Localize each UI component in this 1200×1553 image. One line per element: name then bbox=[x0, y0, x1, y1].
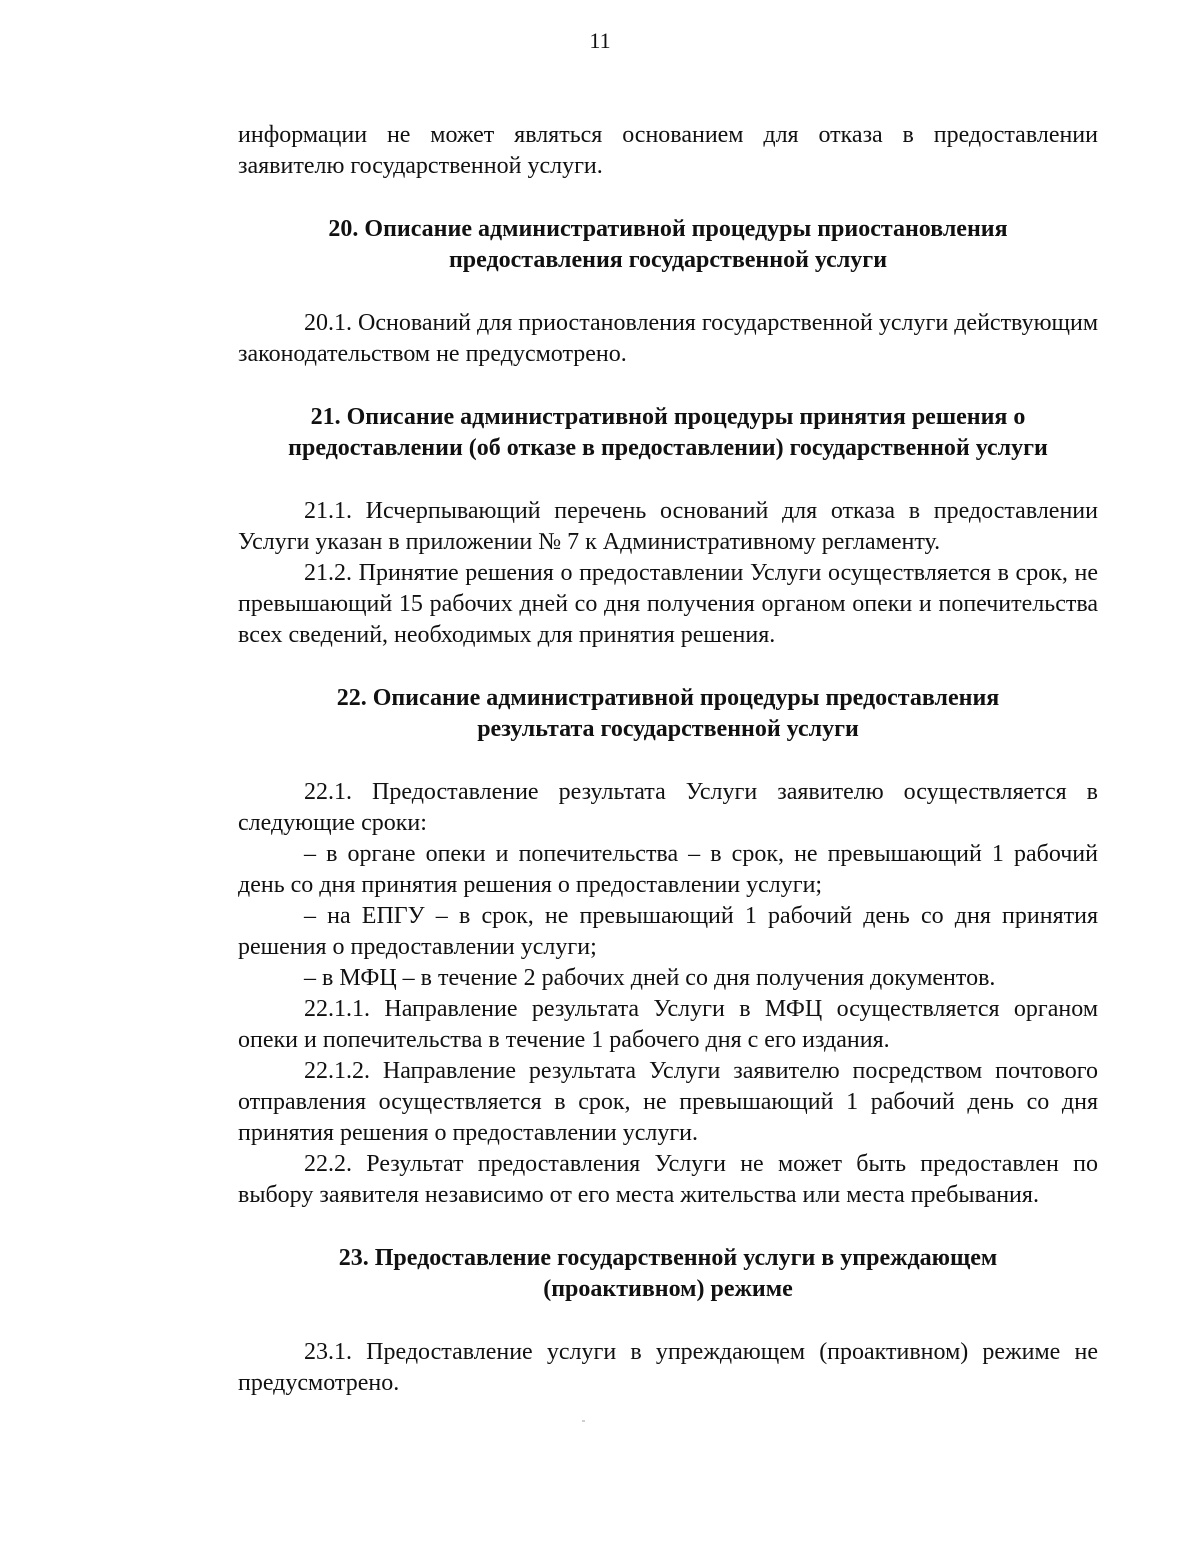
section-20-heading-line-2: предоставления государственной услуги bbox=[448, 247, 888, 273]
paragraph-22-1-1: 22.1.1. Направление результата Услуги в МФЦ осуществляется органом опеки и попечительства в течение 1 рабочего дня с его издания. bbox=[238, 996, 1098, 1053]
section-21-heading-line-1: 21. Описание административной процедуры принятия решения о bbox=[310, 404, 1026, 430]
section-21-heading bbox=[238, 402, 1098, 464]
paragraph-22-1-item-2: – на ЕПГУ – в срок, не превышающий 1 рабочий день со дня принятия решения о предоставлении услуги; bbox=[238, 903, 1098, 960]
section-23-heading-line-1: 23. Предоставление государственной услуги в упреждающем bbox=[338, 1245, 998, 1271]
intro-paragraph: информации не может являться основанием для отказа в предоставлении заявителю государственной услуги. bbox=[238, 122, 1098, 179]
section-22-heading-line-1: 22. Описание административной процедуры предоставления bbox=[336, 685, 1000, 711]
document-body bbox=[238, 120, 1098, 1399]
scan-speck bbox=[582, 1420, 585, 1422]
section-20-heading bbox=[238, 214, 1098, 276]
section-22-heading bbox=[238, 683, 1098, 745]
paragraph-21-2: 21.2. Принятие решения о предоставлении Услуги осуществляется в срок, не превышающий 15 рабочих дней со дня получения органом опеки и попечительства всех сведений, необходимых для принятия решения. bbox=[238, 560, 1098, 648]
section-20 bbox=[238, 214, 1098, 370]
section-22-heading-line-2: результата государственной услуги bbox=[477, 716, 859, 742]
section-23-heading-line-2: (проактивном) режиме bbox=[543, 1276, 793, 1302]
paragraph-23-1: 23.1. Предоставление услуги в упреждающем (проактивном) режиме не предусмотрено. bbox=[238, 1339, 1098, 1396]
section-20-heading-line-1: 20. Описание административной процедуры приостановления bbox=[328, 216, 1008, 242]
section-21-heading-line-2: предоставлении (об отказе в предоставлении) государственной услуги bbox=[288, 435, 1048, 461]
paragraph-22-1-item-3: – в МФЦ – в течение 2 рабочих дней со дня получения документов. bbox=[304, 965, 996, 991]
section-23-heading bbox=[238, 1243, 1098, 1305]
page-number: 11 bbox=[589, 28, 611, 53]
section-21 bbox=[238, 402, 1098, 651]
paragraph-22-1-item-1: – в органе опеки и попечительства – в срок, не превышающий 1 рабочий день со дня принятия решения о предоставлении услуги; bbox=[238, 841, 1098, 898]
paragraph-21-1: 21.1. Исчерпывающий перечень оснований для отказа в предоставлении Услуги указан в приложении № 7 к Административному регламенту. bbox=[238, 498, 1098, 555]
section-23 bbox=[238, 1243, 1098, 1399]
paragraph-22-2: 22.2. Результат предоставления Услуги не может быть предоставлен по выбору заявителя независимо от его места жительства или места пребывания. bbox=[238, 1151, 1098, 1208]
paragraph-22-1: 22.1. Предоставление результата Услуги заявителю осуществляется в следующие сроки: bbox=[238, 779, 1098, 836]
paragraph-22-1-2: 22.1.2. Направление результата Услуги заявителю посредством почтового отправления осуществляется в срок, не превышающий 1 рабочий день со дня принятия решения о предоставлении услуги. bbox=[238, 1058, 1098, 1146]
section-22 bbox=[238, 683, 1098, 1211]
paragraph-20-1: 20.1. Оснований для приостановления государственной услуги действующим законодательством не предусмотрено. bbox=[238, 310, 1099, 367]
